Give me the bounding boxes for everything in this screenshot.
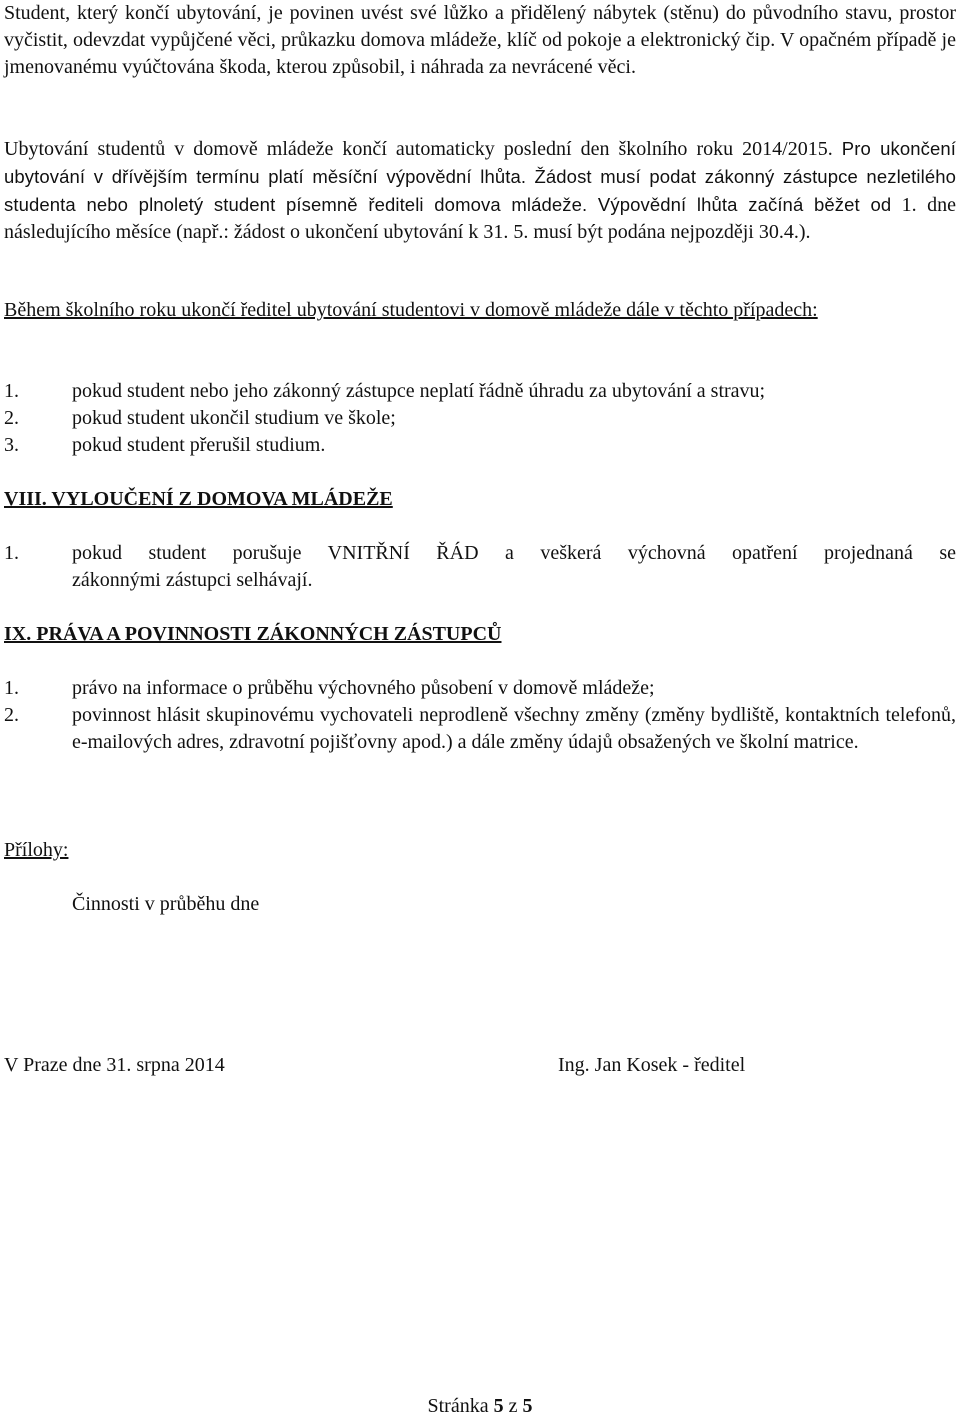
list-item xyxy=(4,378,956,405)
intro-text: Student, který končí ubytování, je povinen uvést své lůžko a přidělený nábytek (stěnu) do původního stavu, prostor vyčistit, odevzdat vypůjčené věci, průkazku domova mládeže, klíč od pokoje a elektronický čip. V opačném případě je jmenovanému vyúčtována škoda, kterou způsobil, i náhrada za nevrácené věci. xyxy=(4,2,956,78)
list-number: 1. xyxy=(4,542,19,564)
place-date: V Praze dne 31. srpna 2014 xyxy=(4,1054,225,1076)
list-item xyxy=(4,405,956,432)
list-item xyxy=(4,675,956,702)
list-text: povinnost hlásit skupinovému vychovateli neprodleně všechny změny (změny bydliště, kontaktních telefonů, e-mailových adres, zdravotní pojišťovny apod.) a dále změny údajů obsažených ve školní matrice. xyxy=(72,704,956,753)
list-number: 1. xyxy=(4,677,19,699)
termination-date-text: Ubytování studentů v domově mládeže končí automaticky poslední den školního roku 2014/2015. xyxy=(4,138,833,160)
list-number: 1. xyxy=(4,380,19,402)
list-text-continued: zákonnými zástupci selhávají. xyxy=(72,569,313,591)
termination-paragraph xyxy=(4,135,956,246)
list-number: 2. xyxy=(4,407,19,429)
attachment-item: Činnosti v průběhu dne xyxy=(72,893,260,915)
list-number: 3. xyxy=(4,434,19,456)
exclusion-list xyxy=(4,540,956,594)
intro-paragraph xyxy=(4,0,956,81)
list-text: pokud student nebo jeho zákonný zástupce neplatí řádně úhradu za ubytování a stravu; xyxy=(72,380,766,402)
list-text: pokud student ukončil studium ve škole; xyxy=(72,407,396,429)
director-termination-text: Během školního roku ukončí ředitel ubytování studentovi v domově mládeže dále v těchto případech: xyxy=(4,299,818,321)
page-number: Stránka 5 z 5 xyxy=(427,1395,533,1417)
section-heading-rights: IX. PRÁVA A POVINNOSTI ZÁKONNÝCH ZÁSTUPCŮ xyxy=(4,623,502,645)
list-text: pokud student porušuje VNITŘNÍ ŘÁD a veškerá výchovná opatření projednaná se xyxy=(72,542,956,564)
signature: Ing. Jan Kosek - ředitel xyxy=(558,1054,746,1076)
request-text: Žádost musí podat zákonný zástupce nezletilého studenta nebo plnoletý student písemně řediteli domova mládeže. Výpovědní lhůta začíná běžet od xyxy=(4,166,956,215)
list-item xyxy=(4,540,956,594)
list-number: 2. xyxy=(4,704,19,726)
list-text: pokud student přerušil studium. xyxy=(72,434,326,456)
list-text: právo na informace o průběhu výchovného působení v domově mládeže; xyxy=(72,677,655,699)
current-page: 5 xyxy=(493,1395,504,1417)
notice-start-text: 1. dne následujícího měsíce (např.: žádost o ukončení ubytování k 31. 5. musí být podána nejpozději 30.4.). xyxy=(4,194,956,243)
rights-list xyxy=(4,675,956,756)
section-heading-exclusion: VIII. VYLOUČENÍ Z DOMOVA MLÁDEŽE xyxy=(4,488,393,510)
notice-period-text: Pro ukončení ubytování v dřívějším termínu platí měsíční výpovědní lhůta. xyxy=(4,138,956,187)
total-pages: 5 xyxy=(522,1395,533,1417)
termination-list xyxy=(4,378,956,459)
list-item xyxy=(4,702,956,756)
list-item xyxy=(4,432,956,459)
attachments-label: Přílohy: xyxy=(4,839,69,861)
director-termination-paragraph xyxy=(4,297,956,324)
